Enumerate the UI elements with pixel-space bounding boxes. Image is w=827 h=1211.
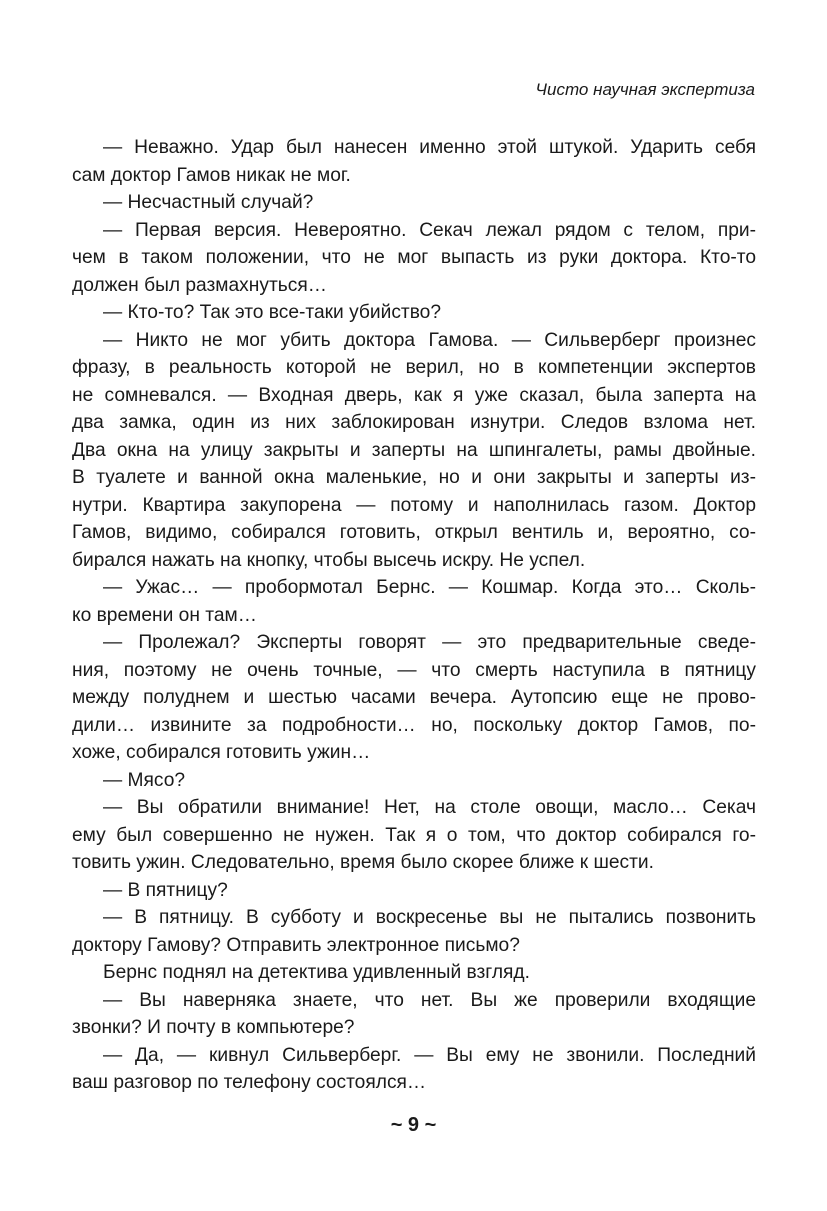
text-line: ваш разговор по телефону состоялся… [72, 1072, 427, 1093]
text-line: Два окна на улицу закрыты и заперты на шпингалеты, рамы двойные. [72, 439, 756, 461]
text-line: — Первая версия. Невероятно. Секач лежал рядом с телом, при- [103, 219, 756, 241]
text-line: фразу, в реальность которой не верил, но в компетенции экспертов [72, 357, 756, 378]
text-line: хоже, собирался готовить ужин… [72, 742, 371, 763]
text-line: чем в таком положении, что не мог выпасть из руки доктора. Кто-то [72, 247, 756, 268]
text-line: ко времени он там… [72, 604, 257, 626]
text-line: — Неважно. Удар был нанесен именно этой штукой. Ударить себя [103, 137, 756, 158]
text-line: — Несчастный случай? [103, 192, 314, 213]
text-line: звонки? И почту в компьютере? [72, 1017, 355, 1038]
text-line: не сомневался. — Входная дверь, как я уже сказал, была заперта на [72, 384, 756, 406]
text-line: Бернс поднял на детектива удивленный взгляд. [103, 962, 530, 983]
text-line: между полуднем и шестью часами вечера. Аутопсию еще не прово- [72, 687, 756, 708]
text-line: бирался нажать на кнопку, чтобы высечь искру. Не успел. [72, 549, 586, 571]
text-line: — В пятницу? [103, 879, 228, 901]
text-line: доктору Гамову? Отправить электронное письмо? [72, 934, 520, 956]
text-line: товить ужин. Следовательно, время было скорее ближе к шести. [72, 852, 654, 873]
text-line: дили… извините за подробности… но, поскольку доктор Гамов, по- [72, 714, 756, 736]
text-line: ему был совершенно не нужен. Так я о том, что доктор собирался го- [72, 824, 756, 846]
text-line: — Вы наверняка знаете, что нет. Вы же проверили входящие [103, 989, 756, 1011]
body-text [72, 134, 756, 1097]
page-number: ~ 9 ~ [390, 1114, 437, 1136]
text-line: — Да, — кивнул Сильверберг. — Вы ему не звонили. Последний [103, 1044, 756, 1066]
text-line: — Никто не мог убить доктора Гамова. — Сильверберг произнес [103, 329, 756, 351]
text-line: нутри. Квартира закупорена — потому и наполнилась газом. Доктор [72, 494, 756, 516]
text-line: — Пролежал? Эксперты говорят — это предварительные сведе- [103, 632, 756, 653]
text-line: Гамов, видимо, собирался готовить, открыл вентиль и, вероятно, со- [72, 522, 756, 543]
text-line: два замка, один из них заблокирован изнутри. Следов взлома нет. [72, 412, 756, 433]
text-line: — Мясо? [103, 769, 186, 791]
running-header: Чисто научная экспертиза [535, 80, 755, 99]
text-line: — Ужас… — пробормотал Бернс. — Кошмар. Когда это… Сколь- [103, 577, 756, 598]
text-line: В туалете и ванной окна маленькие, но и они закрыты и заперты из- [72, 467, 756, 488]
text-line: сам доктор Гамов никак не мог. [72, 164, 351, 186]
text-line: — В пятницу. В субботу и воскресенье вы не пытались позвонить [103, 907, 756, 928]
text-line: должен был размахнуться… [72, 274, 327, 296]
text-line: ния, поэтому не очень точные, — что смерть наступила в пятницу [72, 659, 756, 681]
text-line: — Кто-то? Так это все-таки убийство? [103, 302, 442, 323]
text-line: — Вы обратили внимание! Нет, на столе овощи, масло… Секач [103, 797, 756, 818]
